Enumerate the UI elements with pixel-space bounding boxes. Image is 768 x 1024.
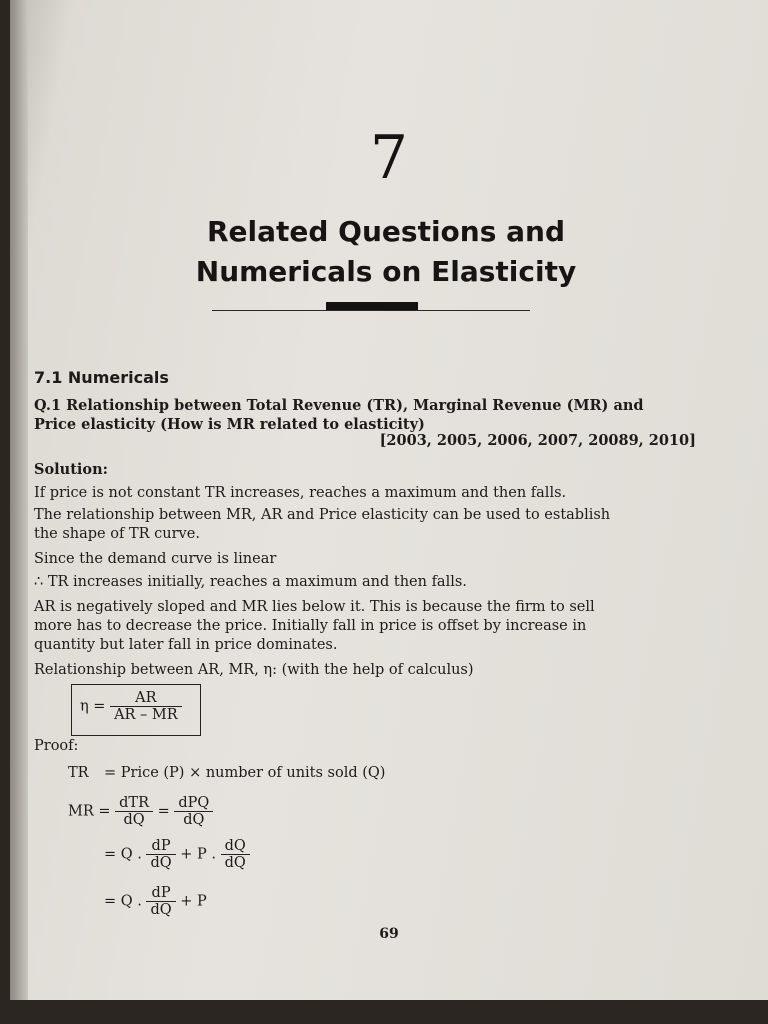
eq-sign: = xyxy=(98,803,111,820)
fraction-dq-dq xyxy=(221,838,250,871)
body-line: The relationship between MR, AR and Price elasticity can be used to establish xyxy=(34,507,611,523)
fraction-dpq-dq xyxy=(174,795,213,828)
question-line2: Price elasticity (How is MR related to elasticity) xyxy=(34,416,425,433)
frac-den: dQ xyxy=(150,855,172,871)
frac-den: dQ xyxy=(150,902,172,918)
formula-lhs: η = xyxy=(80,698,106,715)
proof-tr-lhs: TR xyxy=(68,765,89,781)
chapter-number: 7 xyxy=(369,123,409,193)
frac-den: dQ xyxy=(183,812,205,828)
formula-numerator: AR xyxy=(110,690,182,707)
body-line: AR is negatively sloped and MR lies below it. This is because the firm to sell xyxy=(34,599,595,615)
formula-denominator: AR – MR xyxy=(114,707,178,723)
frac-num: dP xyxy=(146,885,175,902)
frac-num: dPQ xyxy=(174,795,213,812)
title-rule xyxy=(212,310,530,311)
formula-fraction xyxy=(110,690,182,723)
section-heading: 7.1 Numericals xyxy=(34,368,169,387)
body-line: If price is not constant TR increases, reaches a maximum and then falls. xyxy=(34,485,567,501)
page-number: 69 xyxy=(379,926,399,942)
question-line1: Q.1 Relationship between Total Revenue (TR), Marginal Revenue (MR) and xyxy=(34,397,644,414)
proof-tr-rhs: = Price (P) × number of units sold (Q) xyxy=(104,765,386,781)
solution-label: Solution: xyxy=(34,461,108,478)
elasticity-formula xyxy=(80,690,182,723)
frac-num: dP xyxy=(146,838,175,855)
proof-mr-line xyxy=(68,795,213,828)
question-years: [2003, 2005, 2006, 2007, 20089, 2010] xyxy=(379,432,696,449)
body-line: Relationship between AR, MR, η: (with the help of calculus) xyxy=(34,662,474,678)
proof-product-rule-line xyxy=(104,838,250,871)
body-line: ∴ TR increases initially, reaches a maximum and then falls. xyxy=(34,574,467,590)
plus-p-dot: + P . xyxy=(180,846,216,863)
body-line: the shape of TR curve. xyxy=(34,526,200,542)
chapter-title-line1: Related Questions and xyxy=(206,215,566,248)
body-line: Since the demand curve is linear xyxy=(34,551,277,567)
chapter-title xyxy=(106,212,666,292)
frac-num: dTR xyxy=(115,795,153,812)
book-page xyxy=(10,0,768,1000)
q-dot: = Q . xyxy=(104,893,142,910)
q-dot: = Q . xyxy=(104,846,142,863)
body-line: quantity but later fall in price dominates. xyxy=(34,637,338,653)
proof-mr-lhs: MR xyxy=(68,803,94,820)
fraction-dtr-dq xyxy=(115,795,153,828)
fraction-dp-dq xyxy=(146,838,175,871)
fraction-dp-dq xyxy=(146,885,175,918)
eq-sign: = xyxy=(157,803,170,820)
plus-p: + P xyxy=(180,893,207,910)
title-rule-accent xyxy=(326,302,418,310)
frac-num: dQ xyxy=(221,838,250,855)
body-line: more has to decrease the price. Initially fall in price is offset by increase in xyxy=(34,618,587,634)
frac-den: dQ xyxy=(123,812,145,828)
chapter-title-line2: Numericals on Elasticity xyxy=(195,255,577,288)
proof-final-line xyxy=(104,885,207,918)
frac-den: dQ xyxy=(224,855,246,871)
proof-label: Proof: xyxy=(34,738,79,754)
